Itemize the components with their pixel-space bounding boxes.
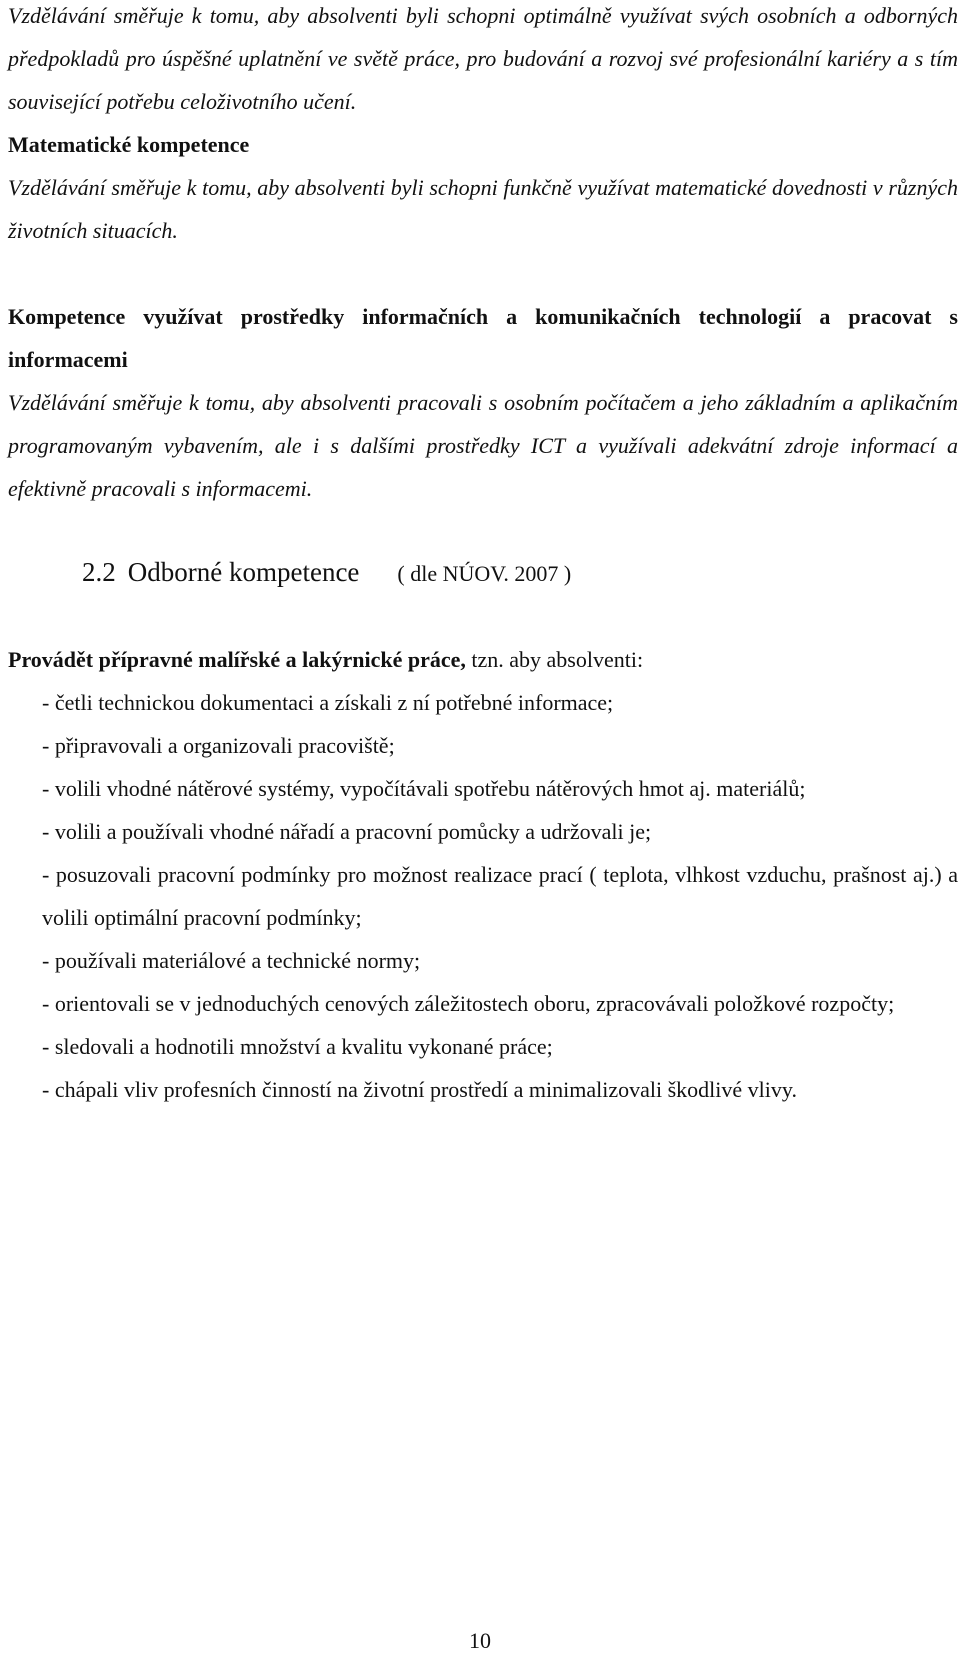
list-item: - volili a používali vhodné nářadí a pracovní pomůcky a udržovali je; — [42, 819, 652, 844]
math-heading: Matematické kompetence — [8, 132, 250, 157]
list-item: - používali materiálové a technické normy; — [42, 948, 421, 973]
list-item: - chápali vliv profesních činností na životní prostředí a minimalizovali škodlivé vlivy. — [42, 1077, 797, 1102]
math-paragraph: Vzdělávání směřuje k tomu, aby absolventi byli schopni funkčně využívat matematické dovednosti v různých životních situacích. — [8, 175, 958, 243]
list-item: - volili vhodné nátěrové systémy, vypočítávali spotřebu nátěrových hmot aj. materiálů; — [42, 776, 806, 801]
prep-heading-line — [8, 638, 958, 681]
competence-list — [8, 681, 958, 1111]
page-number: 10 — [469, 1628, 491, 1653]
list-item: - sledovali a hodnotili množství a kvalitu vykonané práce; — [42, 1034, 553, 1059]
ict-paragraph: Vzdělávání směřuje k tomu, aby absolventi pracovali s osobním počítačem a jeho základním a aplikačním programovaným vybavením, ale i s dalšími prostředky ICT a využívali adekvátní zdroje informací a efektivně pracovali s informacemi. — [8, 390, 958, 501]
list-item: - četli technickou dokumentaci a získali z ní potřebné informace; — [42, 690, 614, 715]
list-item: - orientovali se v jednoduchých cenových záležitostech oboru, zpracovávali položkové rozpočty; — [42, 991, 895, 1016]
list-item: - připravovali a organizovali pracoviště; — [42, 733, 395, 758]
ict-heading: Kompetence využívat prostředky informačních a komunikačních technologií a pracovat s informacemi — [8, 304, 958, 372]
list-item: - posuzovali pracovní podmínky pro možnost realizace prací ( teplota, vlhkost vzduchu, prašnost aj.) a volili optimální pracovní podmínky; — [42, 862, 958, 930]
section-heading — [8, 551, 958, 595]
section-title: Odborné kompetence — [127, 557, 360, 587]
prep-heading: Provádět přípravné malířské a lakýrnické práce, — [8, 647, 466, 672]
section-source: ( dle NÚOV. 2007 ) — [397, 561, 572, 586]
intro-paragraph: Vzdělávání směřuje k tomu, aby absolventi byli schopni optimálně využívat svých osobních a odborných předpokladů pro úspěšné uplatnění ve světě práce, pro budování a rozvoj své profesionální kariéry a s tím související potřebu celoživotního učení. — [8, 3, 958, 114]
section-number: 2.2 — [82, 557, 116, 587]
prep-intro: tzn. aby absolventi: — [465, 647, 644, 672]
document-page — [8, 0, 958, 1111]
